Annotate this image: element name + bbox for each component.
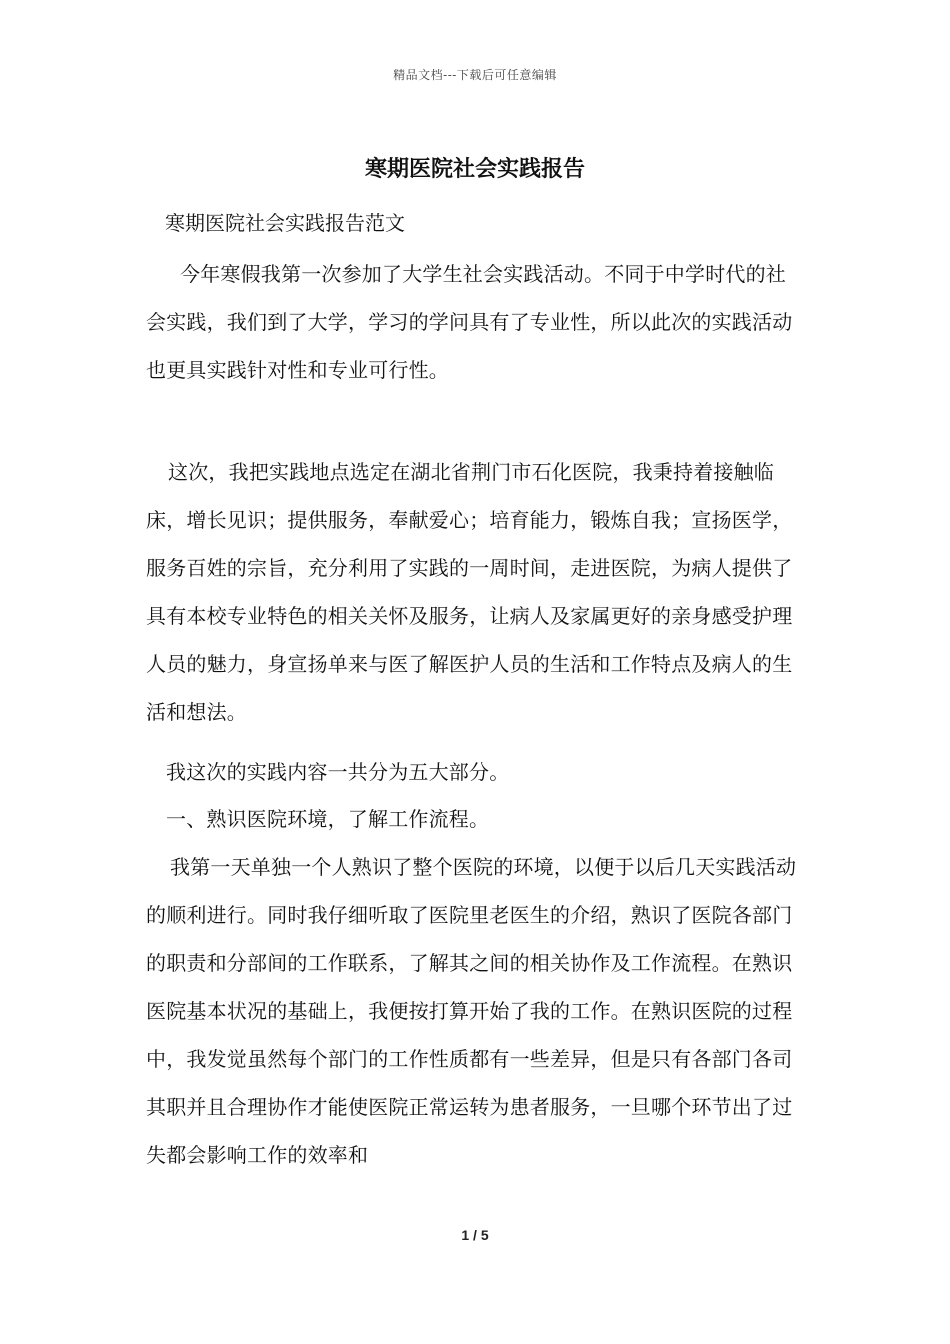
paragraph-2: 这次，我把实践地点选定在湖北省荆门市石化医院，我秉持着接触临床，增长见识；提供服务，奉献爱心；培育能力，锻炼自我；宣扬医学，服务百姓的宗旨，充分利用了实践的一周时间，走进医院，为病人提供了具有本校专业特色的相关关怀及服务，让病人及家属更好的亲身感受护理人员的魅力，身宣扬单来与医了解医护人员的生活和工作特点及病人的生活和想法。 [146, 460, 793, 724]
header-note: 精品文档---下载后可任意编辑 [393, 68, 557, 82]
paragraph-3: 我这次的实践内容一共分为五大部分。 [166, 760, 510, 784]
section-heading-1: 一、熟识医院环境，了解工作流程。 [166, 807, 490, 831]
paragraph-1: 今年寒假我第一次参加了大学生社会实践活动。不同于中学时代的社会实践，我们到了大学，学习的学问具有了专业性，所以此次的实践活动也更具实践针对性和专业可行性。 [146, 262, 793, 382]
document-subtitle: 寒期医院社会实践报告范文 [165, 211, 405, 235]
page-number: 1 / 5 [461, 1227, 489, 1243]
paragraph-4: 我第一天单独一个人熟识了整个医院的环境，以便于以后几天实践活动的顺利进行。同时我仔细听取了医院里老医生的介绍，熟识了医院各部门的职责和分部间的工作联系，了解其之间的相关协作及工作流程。在熟识医院基本状况的基础上，我便按打算开始了我的工作。在熟识医院的过程中，我发觉虽然每个部门的工作性质都有一些差异，但是只有各部门各司其职并且合理协作才能使医院正常运转为患者服务，一旦哪个环节出了过失都会影响工作的效率和 [146, 855, 797, 1167]
document-title: 寒期医院社会实践报告 [364, 156, 585, 182]
